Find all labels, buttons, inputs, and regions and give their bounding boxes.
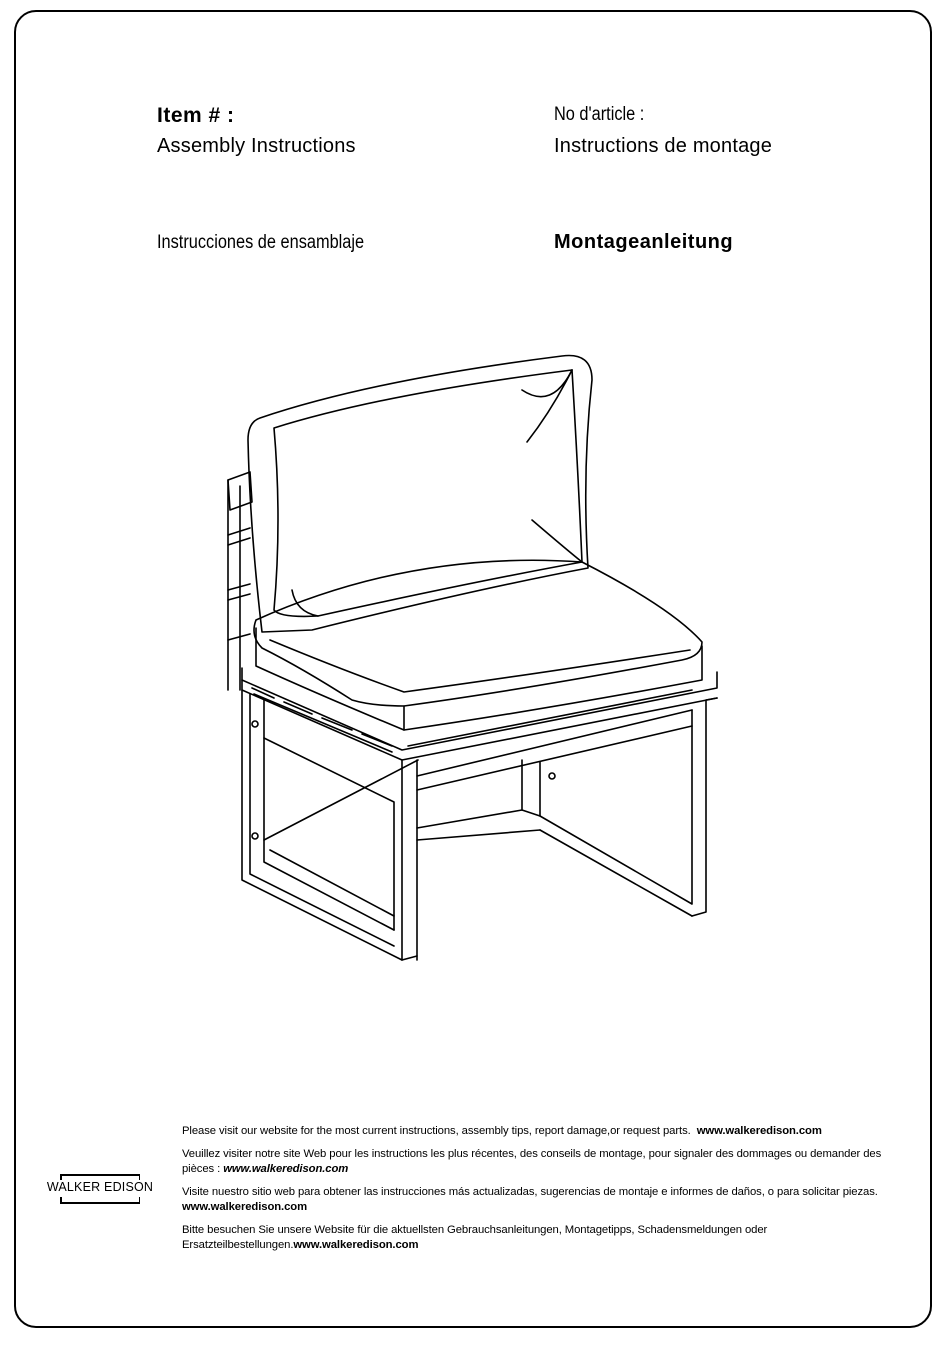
footer-notices: [182, 1124, 910, 1261]
website-link-fr[interactable]: www.walkeredison.com: [223, 1163, 349, 1175]
logo-top-line: [60, 1174, 140, 1176]
website-link-de[interactable]: www.walkeredison.com: [293, 1239, 419, 1251]
logo-bottom-line: [60, 1202, 140, 1204]
notice-german-text: Bitte besuchen Sie unsere Website für die aktuellsten Gebrauchsanleitungen, Montagetipps, Schadensmeldungen oder Ersatzteilbestellungen.: [182, 1224, 768, 1251]
item-number-label: Item # :: [157, 104, 235, 127]
notice-spanish-text: Visite nuestro sitio web para obtener las instrucciones más actualizadas, sugerencias de montaje e informes de daños, o para solicitar piezas.: [182, 1186, 878, 1198]
chair-illustration: [222, 350, 722, 980]
website-link-en[interactable]: www.walkeredison.com: [696, 1125, 822, 1137]
instrucciones-de-ensamblaje-title: Instrucciones de ensamblaje: [157, 232, 365, 253]
assembly-instructions-title: Assembly Instructions: [157, 135, 356, 157]
website-link-es[interactable]: www.walkeredison.com: [182, 1201, 308, 1213]
montageanleitung-title: Montageanleitung: [554, 231, 734, 253]
notice-spanish: [182, 1185, 910, 1215]
notice-french-text: Veuillez visiter notre site Web pour les instructions les plus récentes, des conseils de montage, pour signaler des dommages ou demander des pièces :: [182, 1148, 882, 1175]
notice-french: [182, 1147, 910, 1177]
notice-english: [182, 1124, 910, 1139]
notice-german: [182, 1223, 910, 1253]
walker-edison-logo: [40, 1172, 160, 1206]
logo-text: WALKER EDISON: [46, 1180, 154, 1194]
instructions-de-montage-title: Instructions de montage: [554, 135, 773, 157]
notice-english-text: Please visit our website for the most current instructions, assembly tips, report damage,or request parts.: [182, 1125, 691, 1137]
no-article-label: No d'article :: [554, 104, 645, 125]
